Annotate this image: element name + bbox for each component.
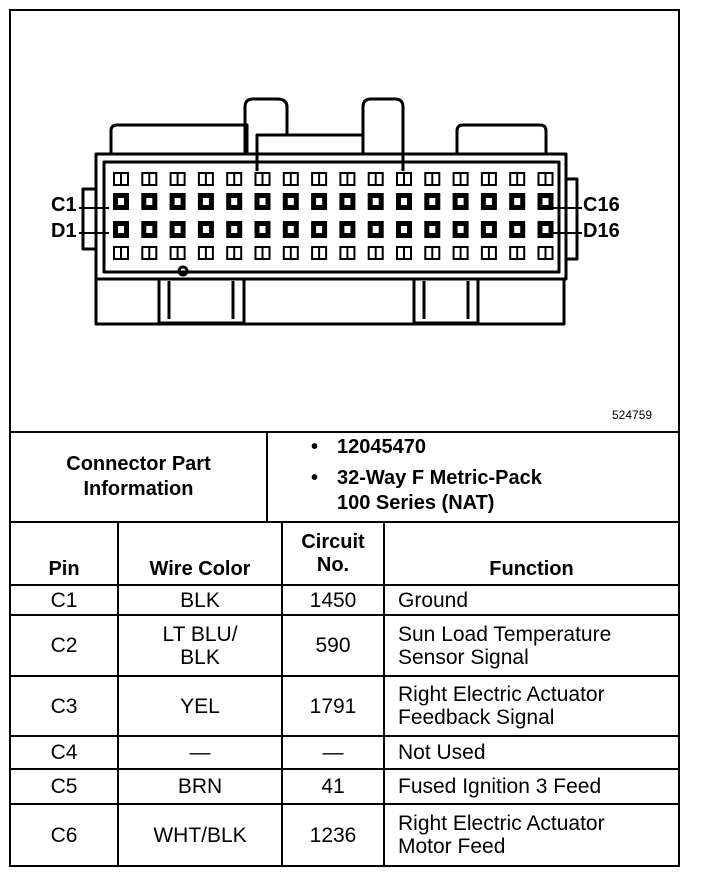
left-ear	[83, 189, 96, 249]
function-cell: Right Electric Actuator Motor Feed	[398, 812, 605, 858]
pin-terminal	[231, 198, 237, 205]
function-cell: Not Used	[398, 741, 486, 764]
wire-color-cell: BLK	[180, 588, 220, 612]
pin-terminal	[429, 226, 435, 233]
circuit-cell: 1791	[309, 694, 357, 718]
pin-terminal	[288, 226, 294, 233]
wire-color-cell: —	[189, 741, 211, 764]
pin-terminal	[458, 198, 464, 205]
function-cell: Right Electric Actuator Feedback Signal	[398, 683, 605, 729]
pin-cell: C6	[50, 823, 78, 847]
pin-terminal	[118, 198, 124, 205]
pin-terminal	[203, 226, 209, 233]
pin-terminal	[429, 198, 435, 205]
pin-terminal	[373, 226, 379, 233]
pin-terminal	[146, 198, 152, 205]
pin-terminal	[401, 226, 407, 233]
pin-terminal	[260, 198, 266, 205]
wire-color-cell: WHT/BLK	[153, 823, 247, 847]
pin-cell: C3	[50, 694, 78, 718]
pin-cell: C1	[50, 588, 78, 612]
pin-terminal	[344, 198, 350, 205]
left-lower-lock	[159, 279, 244, 323]
right-ear	[566, 179, 577, 259]
pin-terminal	[373, 198, 379, 205]
pin-terminal	[231, 226, 237, 233]
circuit-cell: 1236	[309, 823, 357, 847]
bullet-icon: •	[311, 467, 319, 489]
function-cell: Fused Ignition 3 Feed	[398, 775, 602, 798]
header-function: Function	[489, 558, 574, 580]
figure-number: 524759	[612, 408, 653, 422]
pin-terminal	[543, 198, 549, 205]
connector-info-title: Connector Part Information	[66, 453, 211, 500]
connector-drawing	[11, 11, 678, 431]
pin-cell: C5	[50, 775, 78, 798]
pin-terminal	[514, 226, 520, 233]
part-info-list	[311, 435, 542, 516]
label-c16: C16	[583, 194, 620, 216]
part-number-item: • 12045470	[311, 436, 426, 458]
pin-terminal	[118, 226, 124, 233]
pin-terminal	[316, 226, 322, 233]
pin-terminal	[260, 226, 266, 233]
header-pin: Pin	[48, 558, 80, 580]
right-latch-tab	[363, 99, 403, 171]
divider	[266, 431, 268, 523]
wire-color-cell: YEL	[180, 694, 220, 718]
pin-terminal	[316, 198, 322, 205]
label-d1: D1	[51, 220, 77, 242]
page-frame	[9, 9, 680, 867]
circuit-cell: 1450	[309, 588, 357, 612]
pin-terminal	[486, 226, 492, 233]
label-c1: C1	[51, 194, 77, 216]
circuit-cell: 590	[315, 634, 351, 657]
circuit-cell: —	[322, 741, 344, 764]
wire-color-cell: LT BLU/ BLK	[162, 622, 238, 669]
pin-terminal	[203, 198, 209, 205]
pin-terminal	[514, 198, 520, 205]
connector-type-continued: 100 Series (NAT)	[337, 492, 495, 514]
pin-terminal	[486, 198, 492, 205]
pin-cell: C4	[50, 741, 78, 764]
pin-grid	[114, 173, 553, 259]
header-circuit-no: Circuit No.	[301, 530, 365, 576]
left-top-block	[111, 125, 247, 154]
right-top-block	[457, 125, 546, 154]
bullet-icon: •	[311, 436, 319, 458]
pin-terminal	[146, 226, 152, 233]
pin-terminal	[458, 226, 464, 233]
pin-cell: C2	[50, 634, 78, 657]
pin-terminal	[288, 198, 294, 205]
pin-terminal	[401, 198, 407, 205]
pin-terminal	[344, 226, 350, 233]
lower-housing	[96, 279, 564, 324]
header-wire-color: Wire Color	[149, 558, 251, 580]
connector-type-item: • 32-Way F Metric-Pack	[311, 467, 542, 489]
pin-terminal	[175, 226, 181, 233]
circuit-cell: 41	[321, 775, 345, 798]
pin-terminal	[543, 226, 549, 233]
wire-color-cell: BRN	[177, 775, 223, 798]
pin-terminal	[175, 198, 181, 205]
function-cell: Ground	[398, 588, 469, 612]
connector-diagram	[11, 11, 678, 431]
function-cell: Sun Load Temperature Sensor Signal	[398, 622, 612, 669]
label-d16: D16	[583, 220, 620, 242]
